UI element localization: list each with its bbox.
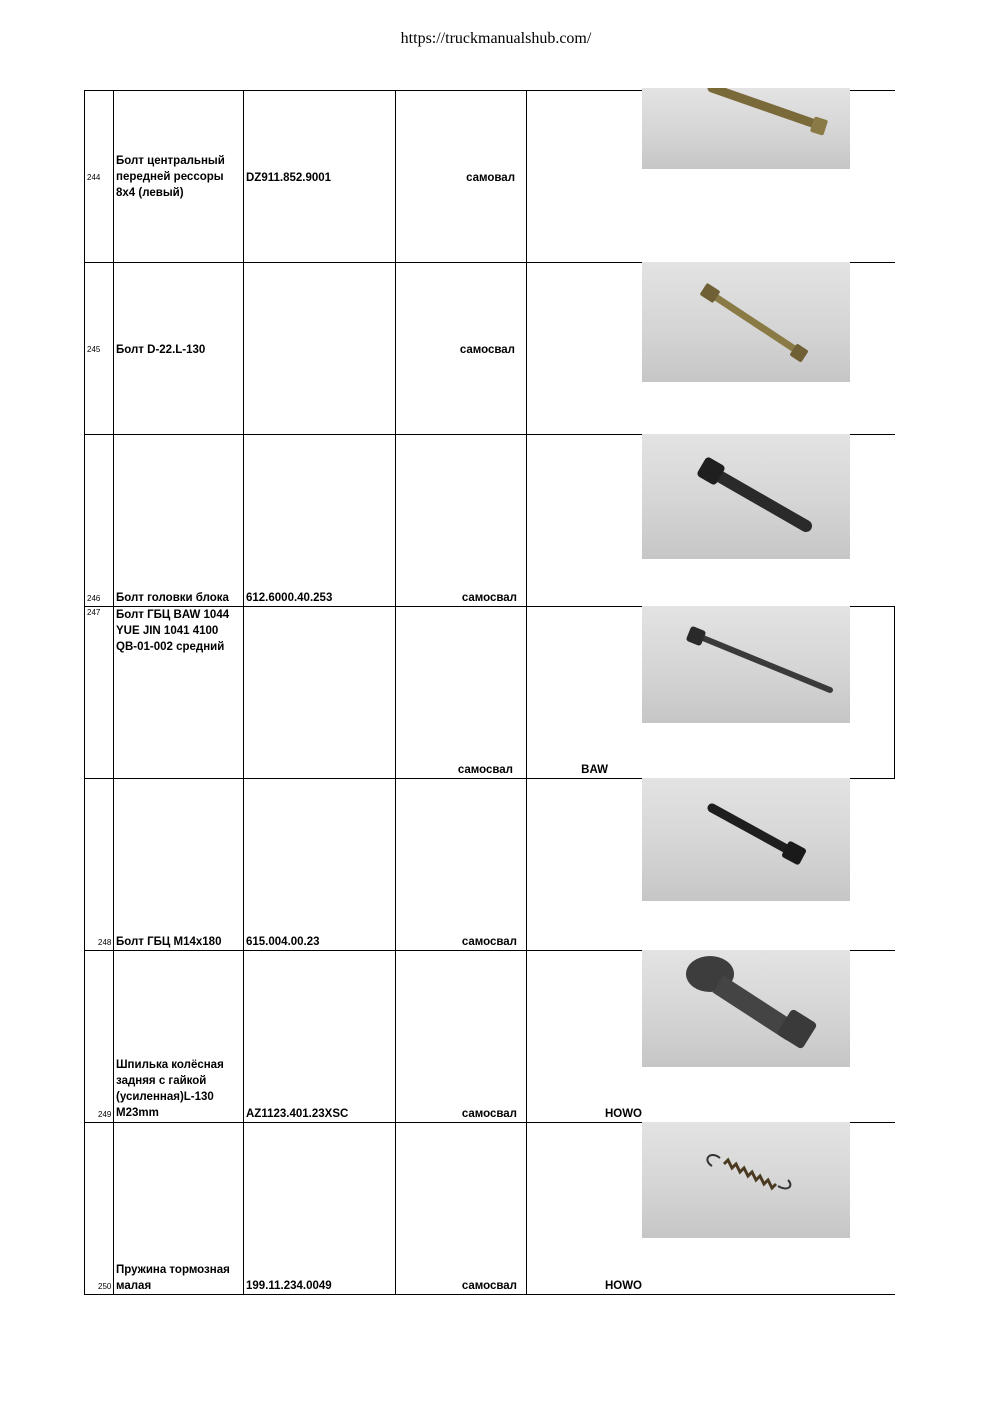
part-code: 612.6000.40.253 [246,592,333,604]
vehicle-type: самосвал [459,344,515,356]
part-name: Болт центральный передней рессоры 8х4 (левый) [116,155,225,199]
part-code: DZ911.852.9001 [246,172,332,184]
head-bolt-photo [642,434,850,559]
brand: HOWO [604,1280,642,1292]
vehicle-type: самосвал [457,764,513,776]
part-name: Шпилька колёсная задняя с гайкой (усиленная)L-130 M23mm [116,1059,224,1119]
table-row [84,262,895,434]
table-row [84,778,895,950]
vehicle-type: самосвал [461,592,517,604]
part-name: Пружина тормозная малая [116,1264,230,1292]
row-number: 249 [98,1110,112,1119]
part-name: Болт ГБЦ BAW 1044 YUE JIN 1041 4100 QB-01-002 средний [116,609,230,653]
part-name: Болт головки блока [116,592,229,604]
row-number: 248 [98,938,112,947]
row-number: 244 [87,173,101,182]
vehicle-type: самовал [466,172,515,184]
row-number: 245 [87,345,101,354]
part-code: 615.004.00.23 [246,936,320,948]
vehicle-type: самосвал [461,1280,517,1292]
part-name: Болт ГБЦ М14х180 [116,936,222,948]
table-row [84,950,895,1122]
vehicle-type: самосвал [461,936,517,948]
brand: BAW [581,764,608,776]
brake-spring-photo [642,1122,850,1238]
long-bolt-photo [642,88,850,169]
table-row [84,90,895,262]
table-row [84,1122,895,1294]
vehicle-type: самосвал [461,1108,517,1120]
wheel-stud-photo [642,950,850,1067]
part-code: 199.11.234.0049 [246,1280,332,1292]
table-row [84,606,895,778]
cylinder-head-bolt-photo [642,778,850,901]
page-url: https://truckmanualshub.com/ [400,30,592,47]
row-number: 246 [87,594,101,603]
brand: HOWO [604,1108,642,1120]
row-number: 250 [98,1282,112,1291]
table-row [84,434,895,606]
cylinder-head-bolt-photo [642,606,850,723]
row-number: 247 [87,608,101,617]
bolt-with-nuts-photo [642,262,850,382]
part-name: Болт D-22.L-130 [116,344,206,356]
part-code: AZ1123.401.23XSC [246,1108,349,1120]
